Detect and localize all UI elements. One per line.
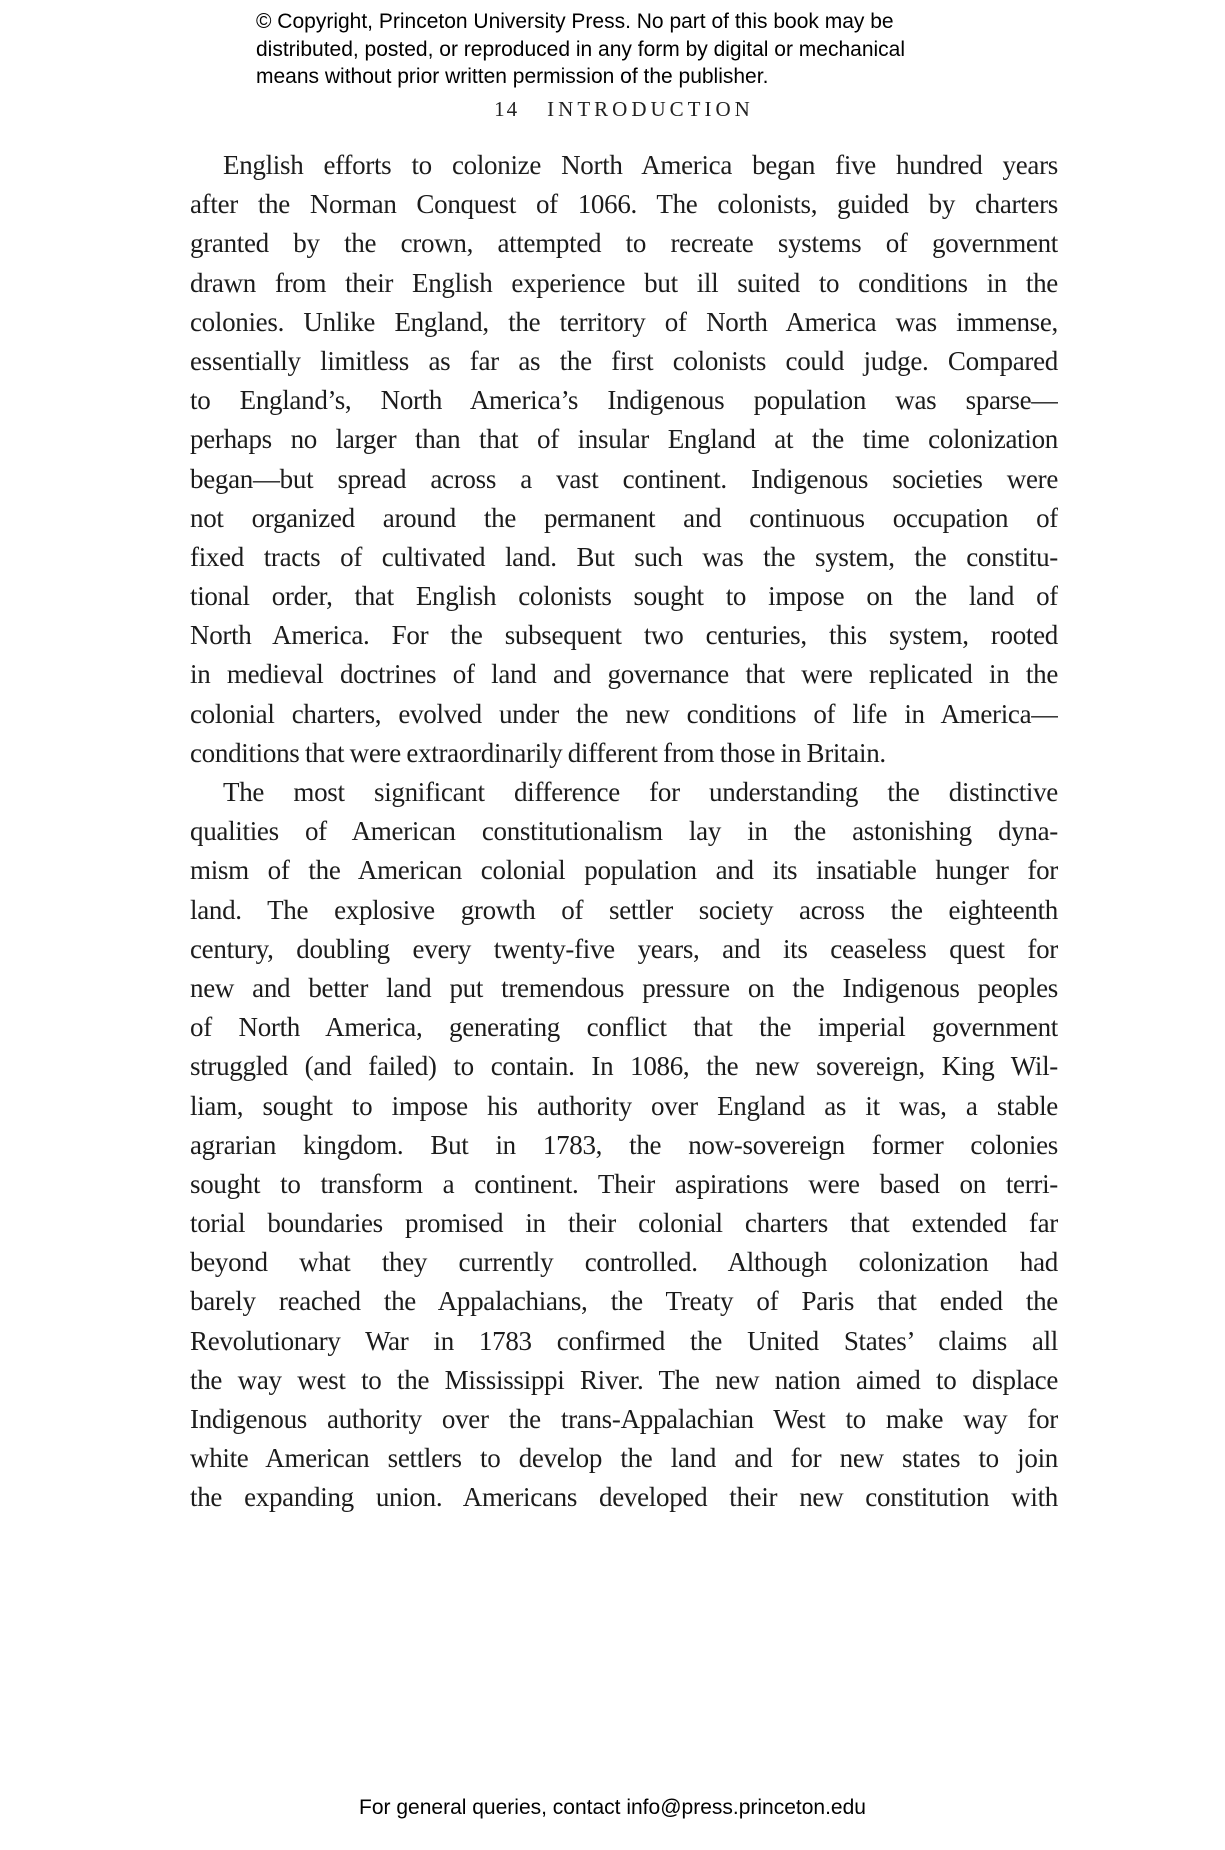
text-line: tional order, that English colonists sought to impose on the land of [190,581,1058,612]
text-line: colonies. Unlike England, the territory of North America was immense, [190,306,1058,337]
page-body-text [190,146,1058,1518]
text-line: qualities of American constitutionalism lay in the astonishing dyna- [190,816,1058,847]
text-line: land. The explosive growth of settler society across the eighteenth [190,894,1058,925]
text-line: torial boundaries promised in their colonial charters that extended far [190,1208,1058,1239]
text-line: the expanding union. Americans developed their new constitution with [190,1482,1058,1513]
text-line: barely reached the Appalachians, the Treaty of Paris that ended the [190,1286,1058,1317]
text-line: after the Norman Conquest of 1066. The colonists, guided by charters [190,189,1058,220]
text-line: to England’s, North America’s Indigenous population was sparse— [190,385,1058,416]
text-line: conditions that were extraordinarily different from those in Britain. [190,737,886,768]
text-line: beyond what they currently controlled. Although colonization had [190,1247,1058,1278]
text-line: new and better land put tremendous pressure on the Indigenous peoples [190,972,1058,1003]
text-line: granted by the crown, attempted to recreate systems of government [190,228,1058,259]
running-head-title: INTRODUCTION [547,97,754,121]
copyright-line: distributed, posted, or reproduced in any form by digital or mechanical [256,37,906,61]
text-line: Revolutionary War in 1783 confirmed the United States’ claims all [190,1325,1058,1356]
footer-query-contact: For general queries, contact info@press.princeton.edu [359,1796,866,1819]
text-line: white American settlers to develop the land and for new states to join [190,1443,1058,1474]
text-line: Indigenous authority over the trans-Appalachian West to make way for [190,1404,1058,1434]
text-line: The most significant difference for understanding the distinctive [223,777,1058,807]
text-line: century, doubling every twenty-five years, and its ceaseless quest for [190,933,1058,964]
text-line: drawn from their English experience but ill suited to conditions in the [190,267,1058,298]
text-line: the way west to the Mississippi River. The new nation aimed to displace [190,1364,1058,1395]
text-line: essentially limitless as far as the first colonists could judge. Compared [190,345,1058,376]
text-line: mism of the American colonial population and its insatiable hunger for [190,855,1058,886]
text-line: sought to transform a continent. Their aspirations were based on terri- [190,1168,1058,1199]
text-line: English efforts to colonize North America began five hundred years [223,150,1058,180]
text-line: North America. For the subsequent two centuries, this system, rooted [190,620,1058,651]
text-line: not organized around the permanent and continuous occupation of [190,502,1058,533]
text-line: began—but spread across a vast continent. Indigenous societies were [190,463,1058,494]
paragraph [190,773,1058,1518]
copyright-notice [256,8,905,91]
text-line: in medieval doctrines of land and governance that were replicated in the [190,659,1058,690]
text-line: colonial charters, evolved under the new conditions of life in America— [190,698,1058,729]
text-line: liam, sought to impose his authority over England as it was, a stable [190,1090,1058,1121]
paragraph [190,146,1058,773]
copyright-line: © Copyright, Princeton University Press. No part of this book may be [256,10,894,33]
text-line: struggled (and failed) to contain. In 1086, the new sovereign, King Wil- [190,1051,1058,1082]
text-line: perhaps no larger than that of insular England at the time colonization [190,424,1058,455]
text-line: of North America, generating conflict that the imperial government [190,1012,1058,1043]
page-number: 14 [494,97,520,121]
running-head [190,97,1058,122]
text-line: agrarian kingdom. But in 1783, the now-sovereign former colonies [190,1129,1058,1160]
copyright-line: means without prior written permission of the publisher. [256,65,769,88]
text-line: fixed tracts of cultivated land. But such was the system, the constitu- [190,541,1058,572]
